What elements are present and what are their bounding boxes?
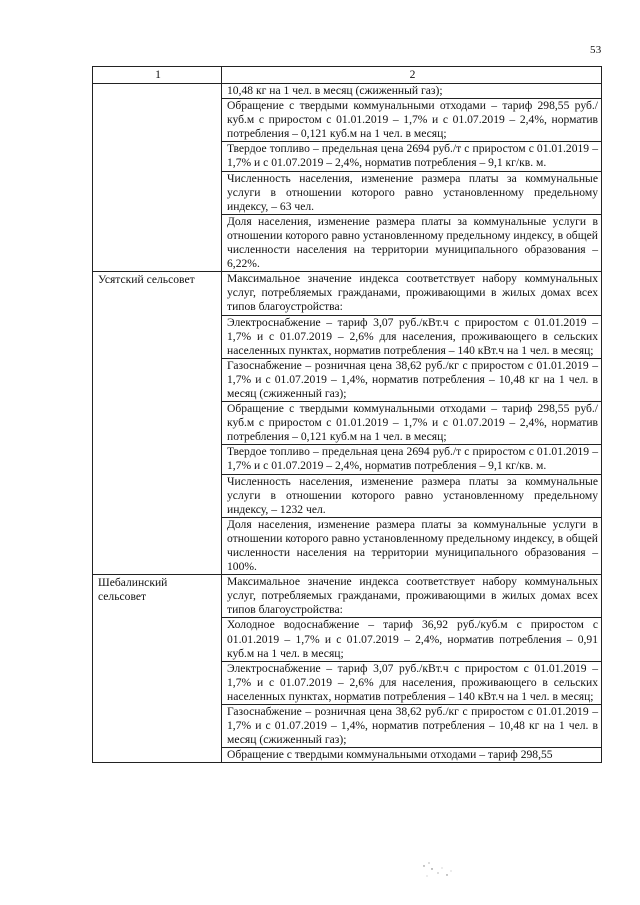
page-number: 53 [590, 44, 602, 56]
description-paragraph: Обращение с твердыми коммунальными отходами – тариф 298,55 [222, 747, 601, 762]
table-row [93, 272, 602, 575]
municipality-cell [93, 84, 222, 272]
table-row [93, 84, 602, 272]
municipality-cell [93, 272, 222, 575]
data-table [92, 66, 602, 763]
description-paragraph: Газоснабжение – розничная цена 38,62 руб./кг с приростом с 01.01.2019 – 1,7% и с 01.07.2019 – 1,4%, норматив потребления – 10,48 кг на 1 чел. в месяц (сжиженный газ); [222, 704, 601, 747]
table-body [93, 84, 602, 763]
municipality-name: Шебалинский сельсовет [98, 576, 168, 604]
description-paragraph: Твердое топливо – предельная цена 2694 руб./т с приростом с 01.01.2019 – 1,7% и с 01.07.2019 – 2,4%, норматив потребления – 9,1 кг/кв. м. [222, 141, 601, 170]
description-paragraph: Доля населения, изменение размера платы за коммунальные услуги в отношении которого равно установленному предельному индексу, в общей численности населения на территории муниципального образования – 100%. [222, 517, 601, 574]
description-paragraph: Максимальное значение индекса соответствует набору коммунальных услуг, потребляемых гражданами, проживающими в жилых домах всех типов благоустройства: [227, 575, 598, 617]
description-paragraph: Максимальное значение индекса соответствует набору коммунальных услуг, потребляемых гражданами, проживающими в жилых домах всех типов благоустройства: [227, 272, 598, 314]
municipality-name: Усятский сельсовет [98, 273, 195, 287]
description-paragraph: Обращение с твердыми коммунальными отходами – тариф 298,55 руб./куб.м с приростом с 01.01.2019 – 1,7% и с 01.07.2019 – 2,4%, норматив потребления – 0,121 куб.м на 1 чел. в месяц; [222, 98, 601, 141]
description-paragraph: Электроснабжение – тариф 3,07 руб./кВт.ч с приростом с 01.01.2019 – 1,7% и с 01.07.2019 – 2,6% для населения, проживающего в сельских населенных пунктах, норматив потребления – 140 кВт.ч на 1 чел. в месяц; [222, 315, 601, 358]
description-cell [222, 575, 602, 763]
column-2-header: 2 [222, 67, 602, 84]
municipality-name [98, 84, 218, 85]
description-cell [222, 84, 602, 272]
column-1-header: 1 [93, 67, 222, 84]
description-paragraph: Газоснабжение – розничная цена 38,62 руб./кг с приростом с 01.01.2019 – 1,7% и с 01.07.2019 – 1,4%, норматив потребления – 10,48 кг на 1 чел. в месяц (сжиженный газ); [222, 358, 601, 401]
description-paragraph: Электроснабжение – тариф 3,07 руб./кВт.ч с приростом с 01.01.2019 – 1,7% и с 01.07.2019 – 2,6% для населения, проживающего в сельских населенных пунктах, норматив потребления – 140 кВт.ч на 1 чел. в месяц; [222, 661, 601, 704]
table-row [93, 575, 602, 763]
description-cell [222, 272, 602, 575]
description-paragraph: Обращение с твердыми коммунальными отходами – тариф 298,55 руб./куб.м с приростом с 01.01.2019 – 1,7% и с 01.07.2019 – 2,4%, норматив потребления – 0,121 куб.м на 1 чел. в месяц; [222, 401, 601, 444]
description-paragraph: Численность населения, изменение размера платы за коммунальные услуги в отношении которого равно установленному предельному индексу, – 63 чел. [222, 171, 601, 214]
description-paragraph: Доля населения, изменение размера платы за коммунальные услуги в отношении которого равно установленному предельному индексу, в общей численности населения на территории муниципального образования – 6,22%. [222, 214, 601, 271]
description-paragraph: Холодное водоснабжение – тариф 36,92 руб./куб.м с приростом с 01.01.2019 – 1,7% и с 01.07.2019 – 2,4%, норматив потребления – 0,91 куб.м на 1 чел. в месяц; [222, 617, 601, 660]
scan-noise-mark [420, 860, 460, 882]
description-paragraph: 10,48 кг на 1 чел. в месяц (сжиженный газ); [227, 84, 443, 97]
description-paragraph: Численность населения, изменение размера платы за коммунальные услуги в отношении которого равно установленному предельному индексу, – 1232 чел. [222, 474, 601, 517]
municipality-cell [93, 575, 222, 763]
description-paragraph: Твердое топливо – предельная цена 2694 руб./т с приростом с 01.01.2019 – 1,7% и с 01.07.2019 – 2,4%, норматив потребления – 9,1 кг/кв. м. [222, 444, 601, 473]
table-header-row [93, 67, 602, 84]
